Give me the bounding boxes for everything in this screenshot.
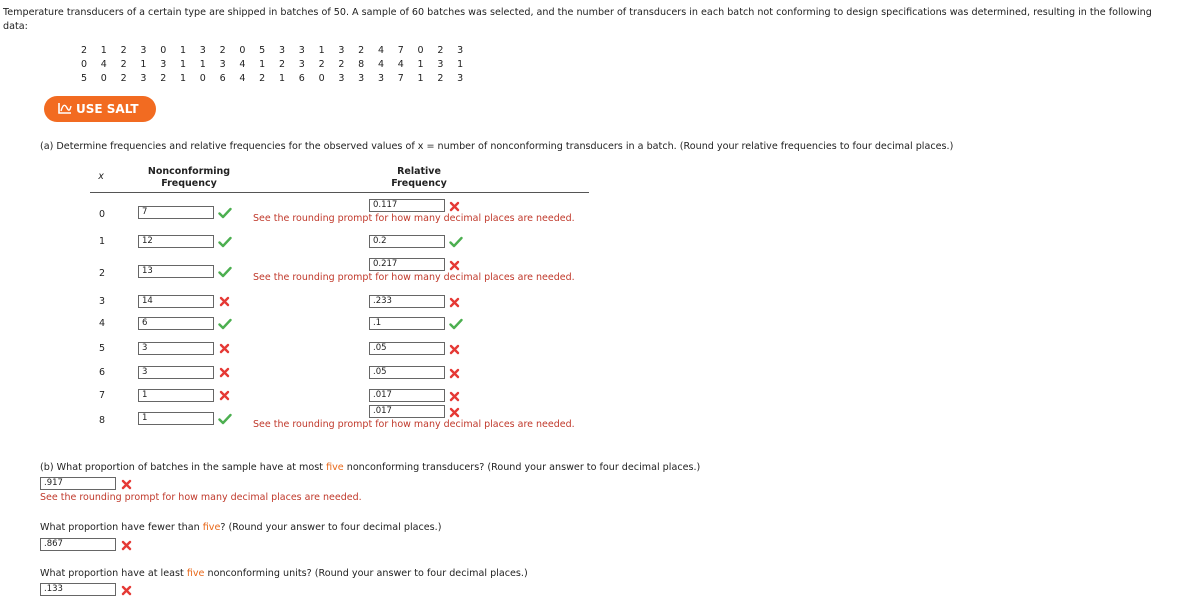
frequency-incorrect-icon xyxy=(219,367,230,378)
data-value: 0 xyxy=(160,45,167,56)
frequency-correct-icon xyxy=(218,318,232,330)
relative-frequency-input[interactable]: 0.117 xyxy=(369,199,445,212)
relative-incorrect-icon xyxy=(449,391,460,402)
data-value: 3 xyxy=(219,59,226,70)
data-value: 0 xyxy=(417,45,424,56)
data-value: 8 xyxy=(358,59,365,70)
data-value: 4 xyxy=(239,59,246,70)
data-value: 4 xyxy=(377,59,384,70)
x-value: 6 xyxy=(98,367,106,378)
data-value: 2 xyxy=(219,45,226,56)
frequency-input[interactable]: 3 xyxy=(138,366,214,379)
relative-frequency-input[interactable]: .017 xyxy=(369,389,445,402)
data-value: 3 xyxy=(278,45,286,56)
frequency-input[interactable]: 3 xyxy=(138,342,214,355)
use-salt-button[interactable] xyxy=(44,96,156,122)
q2-highlight: five xyxy=(202,522,221,533)
data-row xyxy=(81,45,477,56)
frequency-input[interactable]: 12 xyxy=(138,235,214,248)
data-value: 3 xyxy=(298,59,305,70)
relative-frequency-input[interactable]: 0.2 xyxy=(369,235,445,248)
data-value: 4 xyxy=(100,59,107,70)
q2-answer-input[interactable]: .867 xyxy=(40,538,116,551)
frequency-incorrect-icon xyxy=(219,343,230,354)
x-value: 1 xyxy=(98,236,106,247)
relative-header-line1: Relative xyxy=(397,166,441,177)
frequency-input[interactable]: 7 xyxy=(138,206,214,219)
data-value: 2 xyxy=(160,73,167,84)
q1-text-post: nonconforming transducers? (Round your answer to four decimal places.) xyxy=(343,462,701,473)
table-header-rule xyxy=(90,192,589,193)
data-value: 2 xyxy=(358,45,365,56)
relative-incorrect-icon xyxy=(449,407,460,418)
data-value: 1 xyxy=(199,59,206,70)
rounding-warning: See the rounding prompt for how many decimal places are needed. xyxy=(253,213,575,224)
q1-highlight: five xyxy=(326,462,344,473)
data-value: 0 xyxy=(81,59,88,70)
x-value: 7 xyxy=(98,390,106,401)
relative-frequency-input[interactable]: .233 xyxy=(369,295,445,308)
data-value: 3 xyxy=(377,73,384,84)
frequency-correct-icon xyxy=(218,266,232,278)
data-value: 1 xyxy=(318,45,325,56)
data-value: 3 xyxy=(338,73,345,84)
data-value: 1 xyxy=(457,59,464,70)
data-value: 2 xyxy=(81,45,88,56)
use-salt-label: USE SALT xyxy=(76,102,139,116)
frequency-input[interactable]: 6 xyxy=(138,317,214,330)
data-value: 0 xyxy=(318,73,325,84)
data-value: 5 xyxy=(81,73,88,84)
data-value: 3 xyxy=(338,45,345,56)
data-value: 1 xyxy=(179,45,187,56)
relative-correct-icon xyxy=(449,236,463,248)
q3-text-post: nonconforming units? (Round your answer to four decimal places.) xyxy=(204,568,528,579)
data-value: 1 xyxy=(417,73,424,84)
x-value: 0 xyxy=(98,209,106,220)
rounding-warning: See the rounding prompt for how many decimal places are needed. xyxy=(253,419,575,430)
x-value: 3 xyxy=(98,296,106,307)
part-b-question-3 xyxy=(40,568,528,579)
frequency-header xyxy=(130,166,248,190)
data-value: 4 xyxy=(377,45,384,56)
data-value: 7 xyxy=(397,73,404,84)
part-b-question-1 xyxy=(40,462,700,473)
frequency-input[interactable]: 13 xyxy=(138,265,214,278)
relative-frequency-input[interactable]: .1 xyxy=(369,317,445,330)
data-value: 3 xyxy=(140,45,147,56)
frequency-incorrect-icon xyxy=(219,390,230,401)
data-value: 2 xyxy=(437,73,444,84)
rounding-warning: See the rounding prompt for how many decimal places are needed. xyxy=(253,272,575,283)
data-value: 0 xyxy=(100,73,107,84)
relative-frequency-input[interactable]: .05 xyxy=(369,366,445,379)
relative-frequency-input[interactable]: .05 xyxy=(369,342,445,355)
data-value: 1 xyxy=(417,59,424,70)
x-value: 8 xyxy=(98,415,106,426)
data-value: 6 xyxy=(219,73,226,84)
frequency-input[interactable]: 1 xyxy=(138,389,214,402)
data-value: 0 xyxy=(199,73,206,84)
data-value: 4 xyxy=(397,59,404,70)
data-value: 3 xyxy=(140,73,147,84)
relative-incorrect-icon xyxy=(449,297,460,308)
data-value: 2 xyxy=(120,73,127,84)
data-value: 2 xyxy=(259,73,266,84)
frequency-correct-icon xyxy=(218,236,232,248)
x-value: 2 xyxy=(98,268,106,279)
frequency-incorrect-icon xyxy=(219,296,230,307)
data-value: 2 xyxy=(338,59,345,70)
relative-frequency-input[interactable]: 0.217 xyxy=(369,258,445,271)
data-value: 2 xyxy=(278,59,286,70)
data-value: 1 xyxy=(179,59,187,70)
problem-intro: Temperature transducers of a certain type are shipped in batches of 50. A sample of 60 batches was selected, and the number of transducers in each batch not conforming to design specifications was determined, resulting in the following data: xyxy=(3,7,1152,32)
frequency-header-line1: Nonconforming xyxy=(147,166,231,177)
frequency-header-line2: Frequency xyxy=(161,178,217,189)
x-value: 4 xyxy=(98,318,106,329)
part-a-prompt: (a) Determine frequencies and relative frequencies for the observed values of x = number of nonconforming transducers in a batch. (Round your relative frequencies to four decimal places.) xyxy=(40,141,954,152)
q1-incorrect-icon xyxy=(121,479,132,490)
q2-incorrect-icon xyxy=(121,540,132,551)
relative-incorrect-icon xyxy=(449,368,460,379)
q2-text-post: ? (Round your answer to four decimal places.) xyxy=(220,522,442,533)
data-row xyxy=(81,59,477,70)
data-value: 3 xyxy=(437,59,444,70)
data-value: 3 xyxy=(160,59,167,70)
relative-incorrect-icon xyxy=(449,201,460,212)
data-value: 2 xyxy=(120,45,127,56)
relative-header-line2: Frequency xyxy=(391,178,447,189)
data-value: 1 xyxy=(179,73,187,84)
data-value: 4 xyxy=(239,73,246,84)
data-value: 0 xyxy=(239,45,246,56)
data-value: 7 xyxy=(397,45,404,56)
data-value: 1 xyxy=(140,59,147,70)
data-value: 3 xyxy=(199,45,206,56)
frequency-input[interactable]: 14 xyxy=(138,295,214,308)
data-row xyxy=(81,73,477,84)
part-b-question-2 xyxy=(40,522,441,533)
data-value: 1 xyxy=(100,45,107,56)
data-value: 6 xyxy=(298,73,305,84)
relative-correct-icon xyxy=(449,318,463,330)
data-value: 2 xyxy=(437,45,444,56)
relative-incorrect-icon xyxy=(449,260,460,271)
q3-incorrect-icon xyxy=(121,585,132,596)
q1-rounding-warning: See the rounding prompt for how many decimal places are needed. xyxy=(40,492,362,503)
x-header: x xyxy=(98,171,104,182)
relative-frequency-header xyxy=(360,166,478,190)
salt-graph-icon xyxy=(58,97,72,123)
frequency-correct-icon xyxy=(218,207,232,219)
q1-text-pre: (b) What proportion of batches in the sample have at most xyxy=(40,462,327,473)
data-value: 3 xyxy=(457,45,464,56)
data-value: 3 xyxy=(298,45,305,56)
q3-highlight: five xyxy=(186,568,205,579)
data-value: 3 xyxy=(457,73,464,84)
q1-answer-input[interactable]: .917 xyxy=(40,477,116,490)
data-value: 1 xyxy=(278,73,286,84)
x-value: 5 xyxy=(98,343,106,354)
relative-frequency-input[interactable]: .017 xyxy=(369,405,445,418)
q3-answer-input[interactable]: .133 xyxy=(40,583,116,596)
q3-text-pre: What proportion have at least xyxy=(40,568,187,579)
frequency-input[interactable]: 1 xyxy=(138,412,214,425)
data-value: 5 xyxy=(259,45,266,56)
frequency-correct-icon xyxy=(218,413,232,425)
data-value: 2 xyxy=(120,59,127,70)
data-value: 1 xyxy=(259,59,266,70)
data-value: 3 xyxy=(358,73,365,84)
q2-text-pre: What proportion have fewer than xyxy=(40,522,203,533)
data-value: 2 xyxy=(318,59,325,70)
relative-incorrect-icon xyxy=(449,344,460,355)
